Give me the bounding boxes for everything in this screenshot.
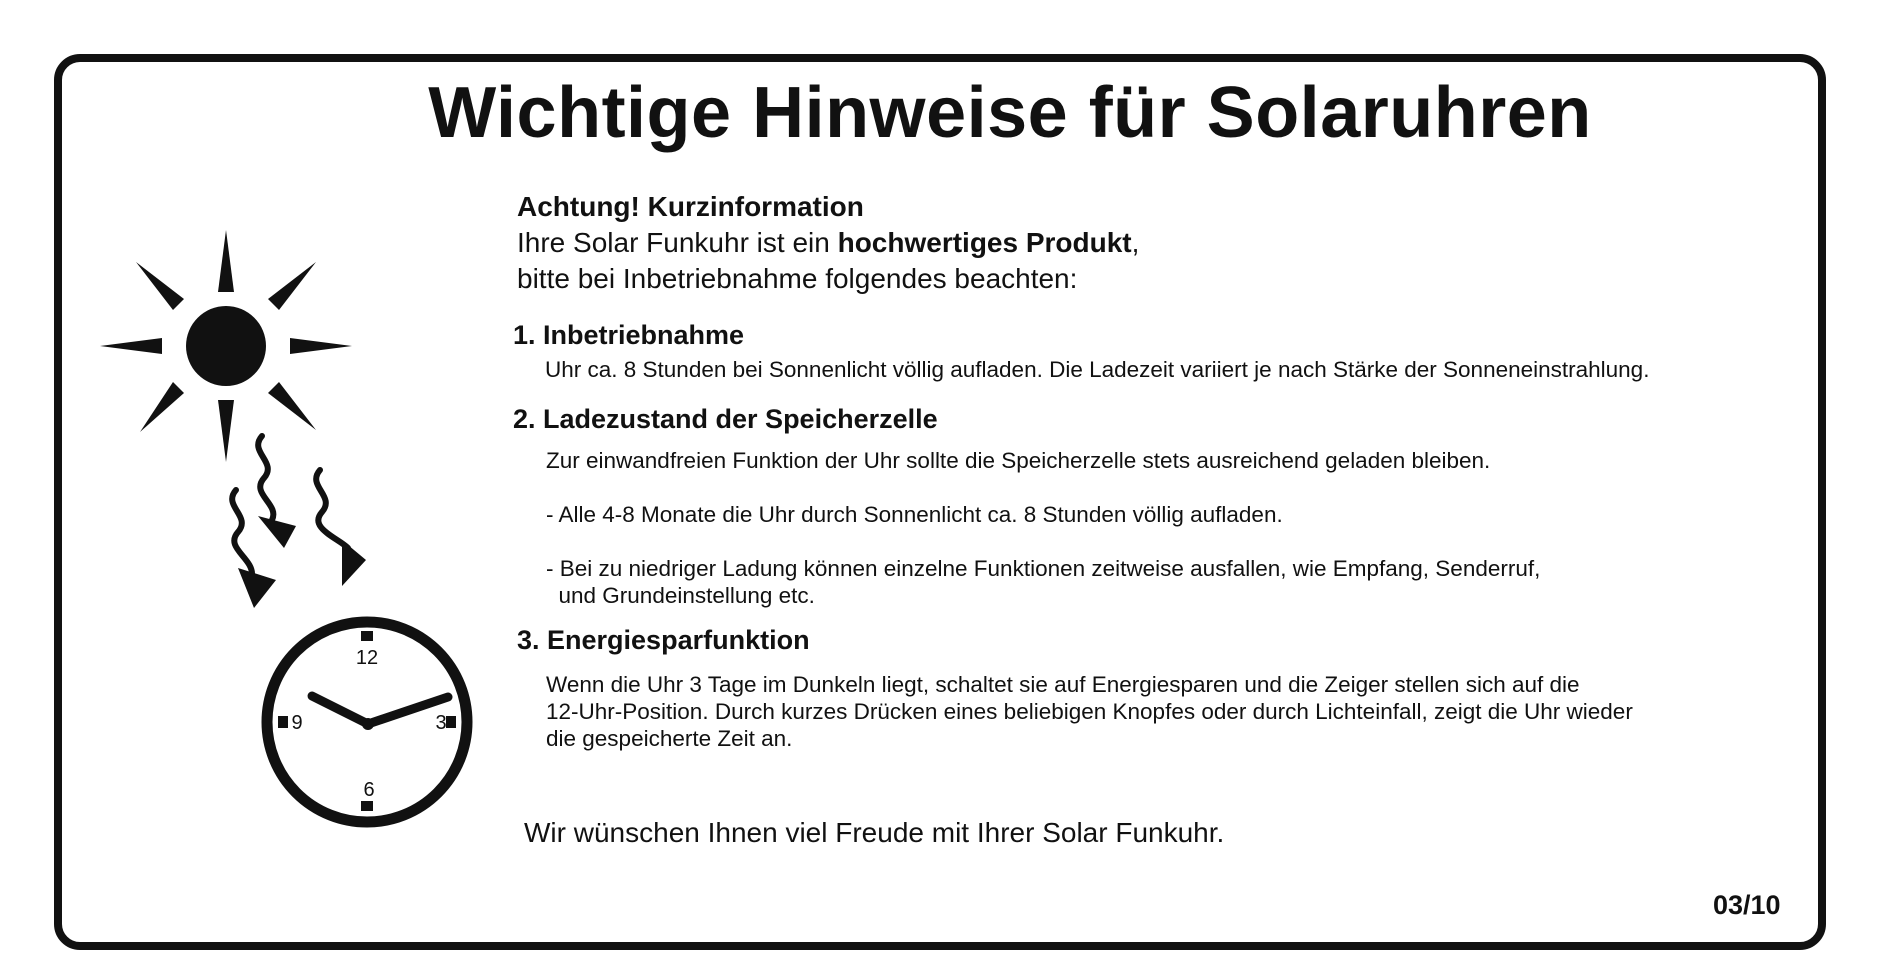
section-3-line-3: die gespeicherte Zeit an.: [546, 726, 793, 751]
clock-number-3: 3: [435, 712, 447, 734]
section-1-heading: 1. Inbetriebnahme: [513, 320, 745, 350]
sunray-arrowheads: [238, 516, 366, 608]
section-2-bullet-2-cont: und Grundeinstellung etc.: [546, 583, 815, 608]
clock-number-6: 6: [363, 779, 375, 801]
section-2-bullet-2: - Bei zu niedriger Ladung können einzelne Funktionen zeitweise ausfallen, wie Empfang, Senderruf,: [546, 556, 1541, 581]
section-1-text: Uhr ca. 8 Stunden bei Sonnenlicht völlig aufladen. Die Ladezeit variiert je nach Stärke der Sonneneinstrahlung.: [545, 357, 1650, 382]
section-3-line-2: 12-Uhr-Position. Durch kurzes Drücken eines beliebigen Knopfes oder durch Lichteinfall, zeigt die Uhr wieder: [546, 699, 1633, 724]
closing-text: Wir wünschen Ihnen viel Freude mit Ihrer Solar Funkuhr.: [524, 817, 1225, 848]
intro-line-1-end: ,: [1131, 227, 1140, 258]
intro-line-1-text: Ihre Solar Funkuhr ist ein: [517, 227, 838, 258]
clock-number-12: 12: [355, 647, 379, 669]
intro-line-2: bitte bei Inbetriebnahme folgendes beachten:: [517, 263, 1078, 294]
clock-number-9: 9: [291, 712, 303, 734]
section-2-heading: 2. Ladezustand der Speicherzelle: [513, 404, 938, 434]
page-title: Wichtige Hinweise für Solaruhren: [428, 73, 1592, 153]
document-code: 03/10: [1713, 890, 1781, 920]
sunray-arrow-icon: [232, 436, 348, 576]
section-3-heading: 3. Energiesparfunktion: [517, 625, 810, 655]
section-3-line-1: Wenn die Uhr 3 Tage im Dunkeln liegt, schaltet sie auf Energiesparen und die Zeiger stellen sich auf die: [546, 672, 1580, 697]
intro-line-1-bold: hochwertiges Produkt: [837, 227, 1132, 258]
section-2-text: Zur einwandfreien Funktion der Uhr sollte die Speicherzelle stets ausreichend geladen bleiben.: [546, 448, 1491, 473]
section-2-bullet-1: - Alle 4-8 Monate die Uhr durch Sonnenlicht ca. 8 Stunden völlig aufladen.: [546, 502, 1283, 527]
intro-heading: Achtung! Kurzinformation: [517, 191, 864, 222]
sun-icon: [100, 230, 352, 462]
